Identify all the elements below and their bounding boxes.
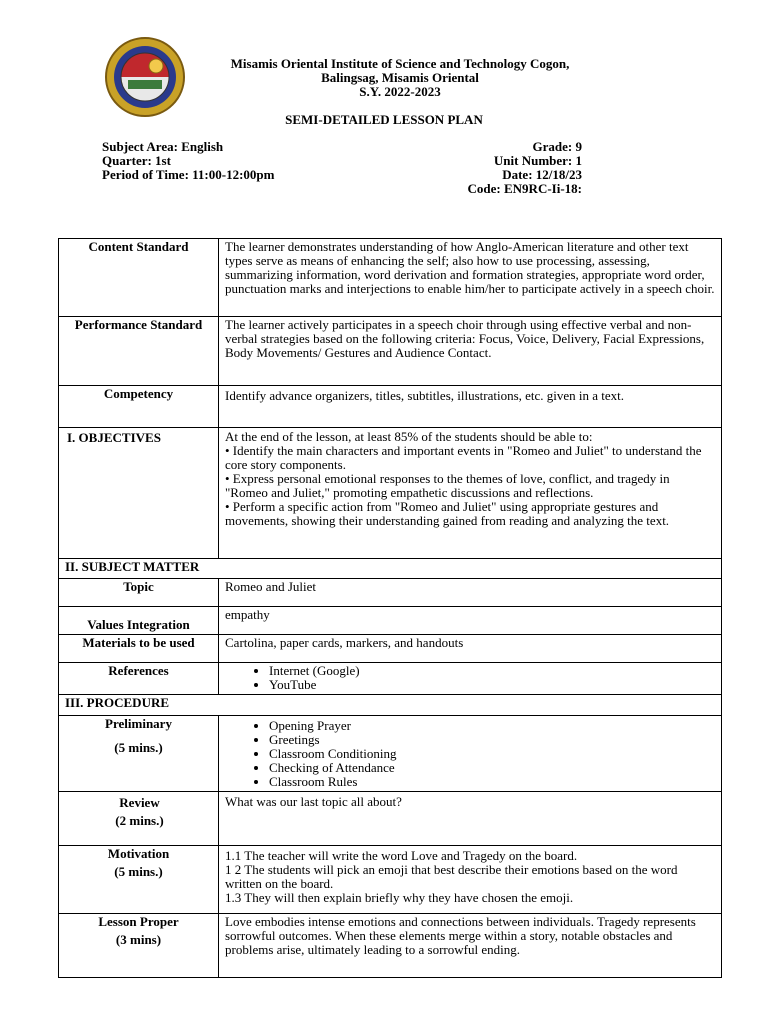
- unit-number: Unit Number: 1: [493, 153, 582, 168]
- school-seal-logo: [104, 36, 186, 118]
- preliminary-time: (5 mins.): [114, 740, 163, 755]
- subject-matter-heading: II. SUBJECT MATTER: [59, 559, 722, 579]
- motivation-title: Motivation: [107, 846, 170, 861]
- lesson-proper-label: [59, 914, 219, 978]
- objectives-content: [219, 428, 722, 559]
- review-title: Review: [119, 795, 160, 810]
- motivation-time: (5 mins.): [114, 864, 163, 879]
- objectives-intro: At the end of the lesson, at least 85% of the students should be able to:: [225, 429, 593, 444]
- materials-label: Materials to be used: [59, 635, 219, 663]
- references-label: References: [59, 663, 219, 695]
- motivation-row: [59, 846, 722, 914]
- motivation-content: [219, 846, 722, 914]
- document-title: SEMI-DETAILED LESSON PLAN: [285, 112, 483, 127]
- lesson-proper-title: Lesson Proper: [98, 914, 179, 929]
- lesson-proper-time: (3 mins): [115, 932, 162, 947]
- materials-value: Cartolina, paper cards, markers, and handouts: [219, 635, 722, 663]
- procedure-row: [59, 695, 722, 716]
- list-item: • Internet (Google): [269, 664, 715, 678]
- objectives-row: [59, 428, 722, 559]
- topic-value: Romeo and Juliet: [219, 579, 722, 607]
- school-location: Balingsag, Misamis Oriental: [321, 70, 479, 85]
- review-text: What was our last topic all about?: [219, 792, 722, 846]
- motivation-line: 1.3 They will then explain briefly why they have chosen the emoji.: [225, 890, 574, 905]
- content-standard-row: [59, 239, 722, 317]
- list-item: • Opening Prayer: [269, 719, 715, 733]
- competency-code: Code: EN9RC-Ii-18:: [467, 181, 582, 196]
- school-name: Misamis Oriental Institute of Science and Technology Cogon,: [230, 56, 570, 71]
- performance-standard-label: Performance Standard: [59, 317, 219, 386]
- motivation-line: 1.1 The teacher will write the word Love and Tragedy on the board.: [225, 848, 578, 863]
- lesson-proper-row: [59, 914, 722, 978]
- preliminary-list: [225, 719, 715, 789]
- values-label: Values Integration: [59, 607, 219, 635]
- date: Date: 12/18/23: [502, 167, 582, 182]
- review-row: [59, 792, 722, 846]
- competency-text: Identify advance organizers, titles, subtitles, illustrations, etc. given in a text.: [219, 386, 722, 428]
- objective-item: • Express personal emotional responses to the themes of love, conflict, and tragedy in "Romeo and Juliet," promoting empathetic discussions and reflections.: [225, 471, 670, 500]
- objective-item: • Perform a specific action from "Romeo and Juliet" using appropriate gestures and movements, showing their understanding gained from reading and analyzing the text.: [225, 499, 670, 528]
- values-row: [59, 607, 722, 635]
- review-label: [59, 792, 219, 846]
- period-of-time: Period of Time: 11:00-12:00pm: [102, 167, 275, 182]
- topic-label: Topic: [59, 579, 219, 607]
- motivation-line: 1 2 The students will pick an emoji that best describe their emotions based on the word written on the board.: [225, 862, 678, 891]
- list-item: • Classroom Rules: [269, 775, 715, 789]
- references-row: [59, 663, 722, 695]
- list-item: • Checking of Attendance: [269, 761, 715, 775]
- school-year: S.Y. 2022-2023: [359, 84, 441, 99]
- subject-matter-row: [59, 559, 722, 579]
- references-content: [219, 663, 722, 695]
- lesson-plan-table: [58, 238, 722, 978]
- list-item: • YouTube: [269, 678, 715, 692]
- preliminary-row: [59, 716, 722, 792]
- review-time: (2 mins.): [115, 813, 164, 828]
- motivation-label: [59, 846, 219, 914]
- competency-row: [59, 386, 722, 428]
- preliminary-content: [219, 716, 722, 792]
- preliminary-label: [59, 716, 219, 792]
- competency-label: Competency: [59, 386, 219, 428]
- subject-area: Subject Area: English: [102, 139, 224, 154]
- list-item: • Greetings: [269, 733, 715, 747]
- performance-standard-row: [59, 317, 722, 386]
- meta-right: [468, 140, 582, 196]
- procedure-heading: III. PROCEDURE: [59, 695, 722, 716]
- quarter: Quarter: 1st: [102, 153, 171, 168]
- objective-item: • Identify the main characters and important events in "Romeo and Juliet" to understand the core story components.: [225, 443, 702, 472]
- content-standard-text: The learner demonstrates understanding of how Anglo-American literature and other text types serve as means of enhancing the self; also how to use processing, assessing, summarizing information, word derivation and formation strategies, appropriate word order, punctuation marks and interjections to enable him/her to participate actively in a speech choir.: [219, 239, 722, 317]
- list-item: • Classroom Conditioning: [269, 747, 715, 761]
- meta-left: [102, 140, 274, 182]
- performance-standard-text: The learner actively participates in a speech choir through using effective verbal and non-verbal strategies based on the following criteria: Focus, Voice, Delivery, Facial Expressions, Body Movements/ Gestures and Audience Contact.: [219, 317, 722, 386]
- content-standard-label: Content Standard: [59, 239, 219, 317]
- materials-row: [59, 635, 722, 663]
- preliminary-title: Preliminary: [105, 716, 172, 731]
- references-list: [225, 664, 715, 692]
- lesson-proper-text: Love embodies intense emotions and connections between individuals. Tragedy represents sorrowful outcomes. When these elements merge within a story, notable obstacles and problems arise, ultimately leading to a sorrowful ending.: [219, 914, 722, 978]
- topic-row: [59, 579, 722, 607]
- values-value: empathy: [219, 607, 722, 635]
- objectives-label: I. OBJECTIVES: [59, 428, 219, 559]
- grade: Grade: 9: [532, 139, 582, 154]
